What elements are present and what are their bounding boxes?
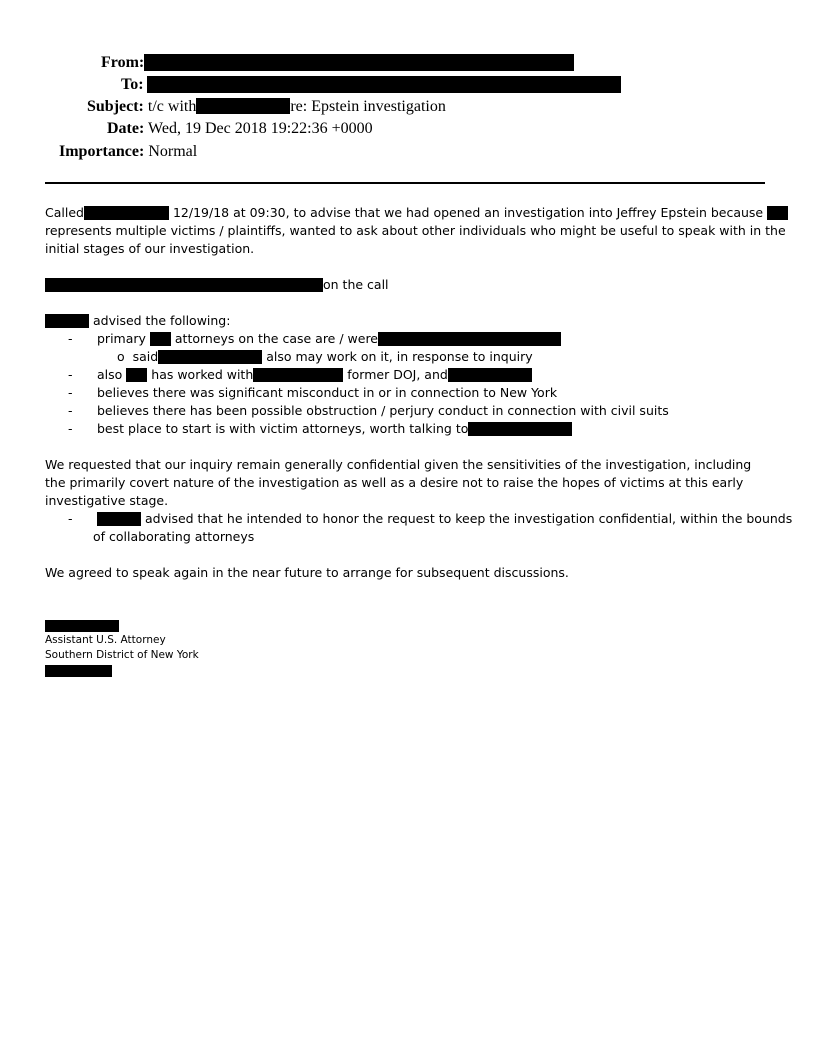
- bullet-dash: -: [68, 421, 73, 436]
- redaction: [97, 512, 141, 526]
- redaction: [468, 422, 572, 436]
- redaction-signature-contact: [45, 665, 112, 677]
- date-value: Wed, 19 Dec 2018 19:22:36 +0000: [148, 120, 373, 137]
- called-text: Called: [45, 205, 84, 220]
- date-label: Date:: [107, 120, 145, 137]
- redaction-from: [144, 54, 574, 71]
- list-item-text: best place to start is with victim attorneys, worth talking to: [97, 421, 469, 436]
- date-row: [107, 119, 373, 139]
- on-call-text: on the call: [323, 277, 389, 292]
- header-divider: [45, 182, 765, 184]
- paragraph-on-call: [45, 276, 770, 294]
- bullet-dash: -: [68, 511, 73, 526]
- redaction-signature-name: [45, 620, 119, 632]
- subject-row: [87, 97, 446, 117]
- advised-text: advised the following:: [92, 313, 231, 328]
- subject-label: Subject:: [87, 98, 144, 115]
- called-rest: 12/19/18 at 09:30, to advise that we had opened an investigation into Jeffrey Epstein because: [172, 205, 764, 220]
- redaction: [158, 350, 262, 364]
- redaction: [448, 368, 532, 382]
- list-item: [97, 420, 572, 438]
- importance-label: Importance:: [59, 143, 145, 160]
- bullet-dash: -: [68, 403, 73, 418]
- bullet-dash: -: [68, 385, 73, 400]
- redaction: [253, 368, 343, 382]
- importance-row: [59, 142, 197, 162]
- list-item: [97, 330, 561, 348]
- from-label: From:: [101, 54, 145, 71]
- list-item-text: attorneys on the case are / were: [174, 331, 378, 346]
- list-item-text: primary: [97, 331, 146, 346]
- redaction-subject: [196, 98, 290, 114]
- called-line-2: represents multiple victims / plaintiffs, wanted to ask about other individuals who might be useful to speak with in the: [45, 223, 786, 238]
- redaction: [45, 314, 89, 328]
- redaction: [45, 278, 323, 292]
- signature-title: Assistant U.S. Attorney: [45, 634, 166, 646]
- list-item-text: said: [132, 349, 159, 364]
- list-item: believes there has been possible obstruction / perjury conduct in connection with civil suits: [97, 403, 669, 418]
- to-row: [121, 75, 144, 95]
- list-item-text: has worked with: [151, 367, 254, 382]
- list-item-text: former DOJ, and: [347, 367, 448, 382]
- redaction: [378, 332, 561, 346]
- list-item: [97, 510, 792, 528]
- redaction-to: [147, 76, 621, 93]
- paragraph-agreed: We agreed to speak again in the near future to arrange for subsequent discussions.: [45, 565, 569, 580]
- redaction: [84, 206, 169, 220]
- importance-value: Normal: [148, 143, 198, 160]
- redaction: [126, 368, 147, 382]
- list-item-text: also may work on it, in response to inquiry: [266, 349, 533, 364]
- subject-suffix: re: Epstein investigation: [290, 98, 446, 115]
- list-item-text: advised that he intended to honor the request to keep the investigation confidential, within the bounds: [144, 511, 793, 526]
- paragraph-called: [45, 204, 786, 258]
- list-item: [97, 366, 532, 384]
- list-item-text: also: [97, 367, 123, 382]
- to-label: To:: [121, 76, 144, 93]
- bullet-dash: -: [68, 331, 73, 346]
- from-row: [101, 53, 144, 73]
- sub-bullet-marker: o: [117, 349, 125, 364]
- sub-list-item: [117, 348, 533, 366]
- redaction: [767, 206, 788, 220]
- subject-prefix: t/c with: [147, 98, 197, 115]
- bullet-dash: -: [68, 367, 73, 382]
- list-item: believes there was significant misconduct in or in connection to New York: [97, 385, 558, 400]
- list-item-continuation: of collaborating attorneys: [93, 529, 255, 544]
- paragraph-confidential: We requested that our inquiry remain generally confidential given the sensitivities of the investigation, including the primarily covert nature of the investigation as well as a desire not to raise the hopes of victims at this early investigative stage.: [45, 457, 752, 508]
- paragraph-advised: [45, 312, 770, 330]
- called-line-3: initial stages of our investigation.: [45, 241, 255, 256]
- redaction: [150, 332, 171, 346]
- signature-office: Southern District of New York: [45, 649, 199, 661]
